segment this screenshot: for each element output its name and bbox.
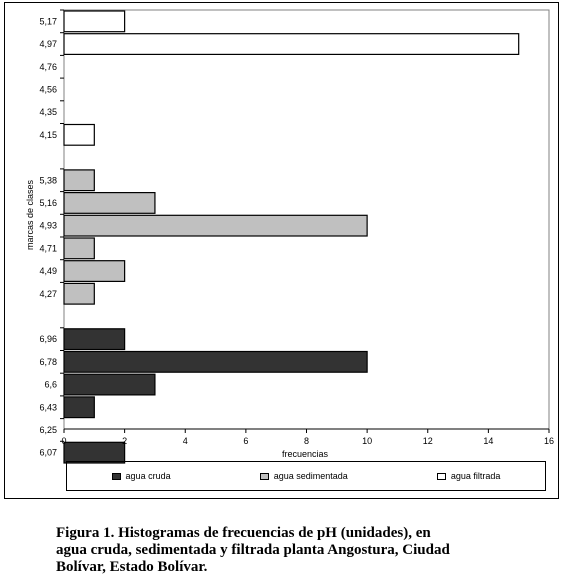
y-tick-label: 4,15 xyxy=(39,129,57,140)
bar-agua-sedimentada-3 xyxy=(64,238,94,259)
x-tick-label: 0 xyxy=(61,436,67,446)
y-tick-label: 5,17 xyxy=(39,16,57,27)
y-tick-label: 4,27 xyxy=(39,288,57,299)
y-tick-label: 4,56 xyxy=(39,84,57,95)
y-tick-label: 4,49 xyxy=(39,266,57,277)
figure-caption xyxy=(56,525,536,576)
y-tick-label: 5,16 xyxy=(39,197,57,208)
legend xyxy=(66,461,546,491)
x-tick-label: 10 xyxy=(362,436,373,446)
bar-agua-filtrada-5 xyxy=(64,125,94,146)
legend-label-agua-sedimentada: agua sedimentada xyxy=(273,471,348,481)
legend-swatch-agua-filtrada xyxy=(437,473,446,480)
x-tick-label: 14 xyxy=(483,436,494,446)
bar-agua-filtrada-1 xyxy=(64,34,519,55)
x-axis-title: frecuencias xyxy=(281,449,329,459)
x-tick-label: 12 xyxy=(422,436,433,446)
legend-label-agua-filtrada: agua filtrada xyxy=(450,471,501,481)
legend-swatch-agua-cruda xyxy=(112,473,121,480)
bar-agua-filtrada-0 xyxy=(64,11,125,32)
legend-swatch-agua-sedimentada xyxy=(260,473,269,480)
y-tick-label: 6,6 xyxy=(44,379,57,390)
bar-agua-cruda-2 xyxy=(64,374,155,395)
bar-agua-sedimentada-4 xyxy=(64,261,125,282)
legend-item-agua-sedimentada xyxy=(260,471,348,481)
y-tick-label: 5,38 xyxy=(39,175,57,186)
y-axis-title: marcas de clases xyxy=(25,179,35,251)
bar-agua-sedimentada-0 xyxy=(64,170,94,191)
y-tick-label: 4,35 xyxy=(39,107,57,118)
bar-agua-sedimentada-2 xyxy=(64,215,367,236)
legend-label-agua-cruda: agua cruda xyxy=(125,471,171,481)
y-tick-label: 4,76 xyxy=(39,61,57,72)
y-tick-label: 6,96 xyxy=(39,334,57,345)
y-tick-label: 6,78 xyxy=(39,356,57,367)
bar-agua-cruda-3 xyxy=(64,397,94,418)
bar-agua-cruda-0 xyxy=(64,329,125,350)
x-tick-label: 2 xyxy=(122,436,128,446)
x-tick-label: 6 xyxy=(243,436,249,446)
y-tick-label: 6,43 xyxy=(39,402,57,413)
legend-item-agua-cruda xyxy=(112,471,171,481)
y-tick-label: 6,07 xyxy=(39,447,57,458)
legend-item-agua-filtrada xyxy=(437,471,501,481)
x-tick-label: 4 xyxy=(182,436,188,446)
y-tick-label: 6,25 xyxy=(39,424,57,435)
plot-area xyxy=(39,10,554,463)
bar-agua-sedimentada-5 xyxy=(64,283,94,304)
caption-line-2: agua cruda, sedimentada y filtrada planta Angostura, Ciudad xyxy=(56,542,450,558)
y-tick-label: 4,93 xyxy=(39,220,57,231)
y-tick-label: 4,71 xyxy=(39,243,57,254)
bar-agua-cruda-5 xyxy=(64,442,125,463)
bar-agua-sedimentada-1 xyxy=(64,193,155,214)
caption-line-3: Bolívar, Estado Bolívar. xyxy=(56,559,208,575)
caption-line-1: Figura 1. Histogramas de frecuencias de pH (unidades), en xyxy=(56,525,431,541)
bar-agua-cruda-1 xyxy=(64,352,367,373)
x-tick-label: 8 xyxy=(303,436,310,446)
y-tick-label: 4,97 xyxy=(39,39,57,50)
x-tick-label: 16 xyxy=(543,436,555,446)
